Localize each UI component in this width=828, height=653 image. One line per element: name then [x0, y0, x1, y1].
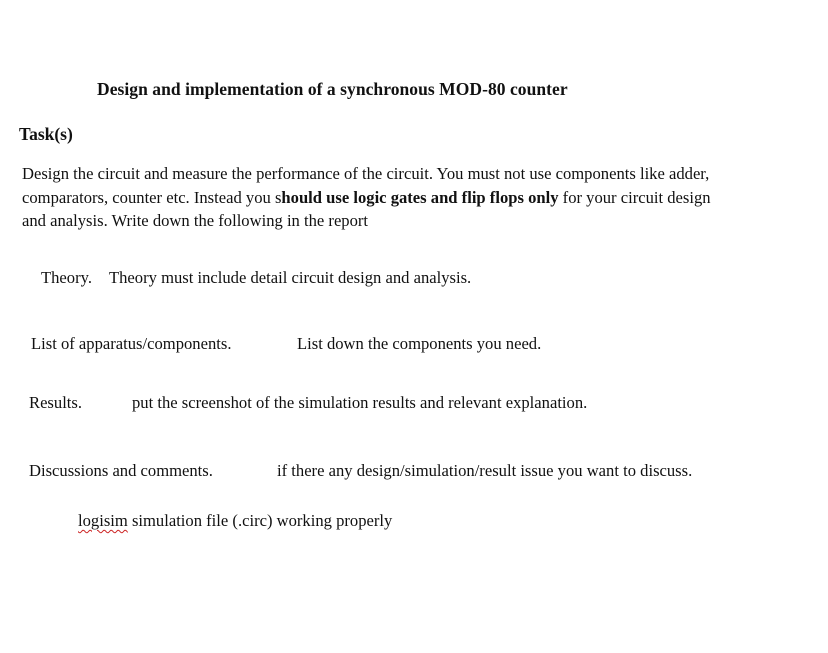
- intro-paragraph: [22, 162, 812, 233]
- item-apparatus-description: List down the components you need.: [297, 334, 542, 353]
- intro-line-2-end: for your circuit design: [558, 187, 711, 207]
- intro-line-3: and analysis. Write down the following in the report: [22, 211, 369, 230]
- tasks-heading: Task(s): [19, 124, 73, 144]
- item-results-label: Results.: [29, 393, 83, 412]
- intro-line-2: [22, 186, 812, 210]
- document-title: Design and implementation of a synchronous MOD-80 counter: [97, 79, 568, 99]
- final-item: [78, 511, 392, 531]
- item-results-description: put the screenshot of the simulation results and relevant explanation.: [132, 393, 588, 412]
- item-theory-description: Theory must include detail circuit design and analysis.: [109, 268, 472, 287]
- final-item-text: simulation file (.circ) working properly: [127, 511, 393, 530]
- item-discussions-label: Discussions and comments.: [29, 461, 213, 480]
- item-discussions-description: if there any design/simulation/result issue you want to discuss.: [277, 461, 693, 480]
- intro-bold-instruction: hould use logic gates and flip flops only: [281, 187, 559, 207]
- item-theory-label: Theory.: [41, 268, 92, 287]
- intro-line-2-start: comparators, counter etc. Instead you s: [22, 187, 282, 207]
- intro-line-1: Design the circuit and measure the performance of the circuit. You must not use components like adder,: [22, 164, 710, 183]
- spellcheck-flagged-word: logisim: [78, 511, 128, 530]
- item-apparatus-label: List of apparatus/components.: [31, 334, 232, 353]
